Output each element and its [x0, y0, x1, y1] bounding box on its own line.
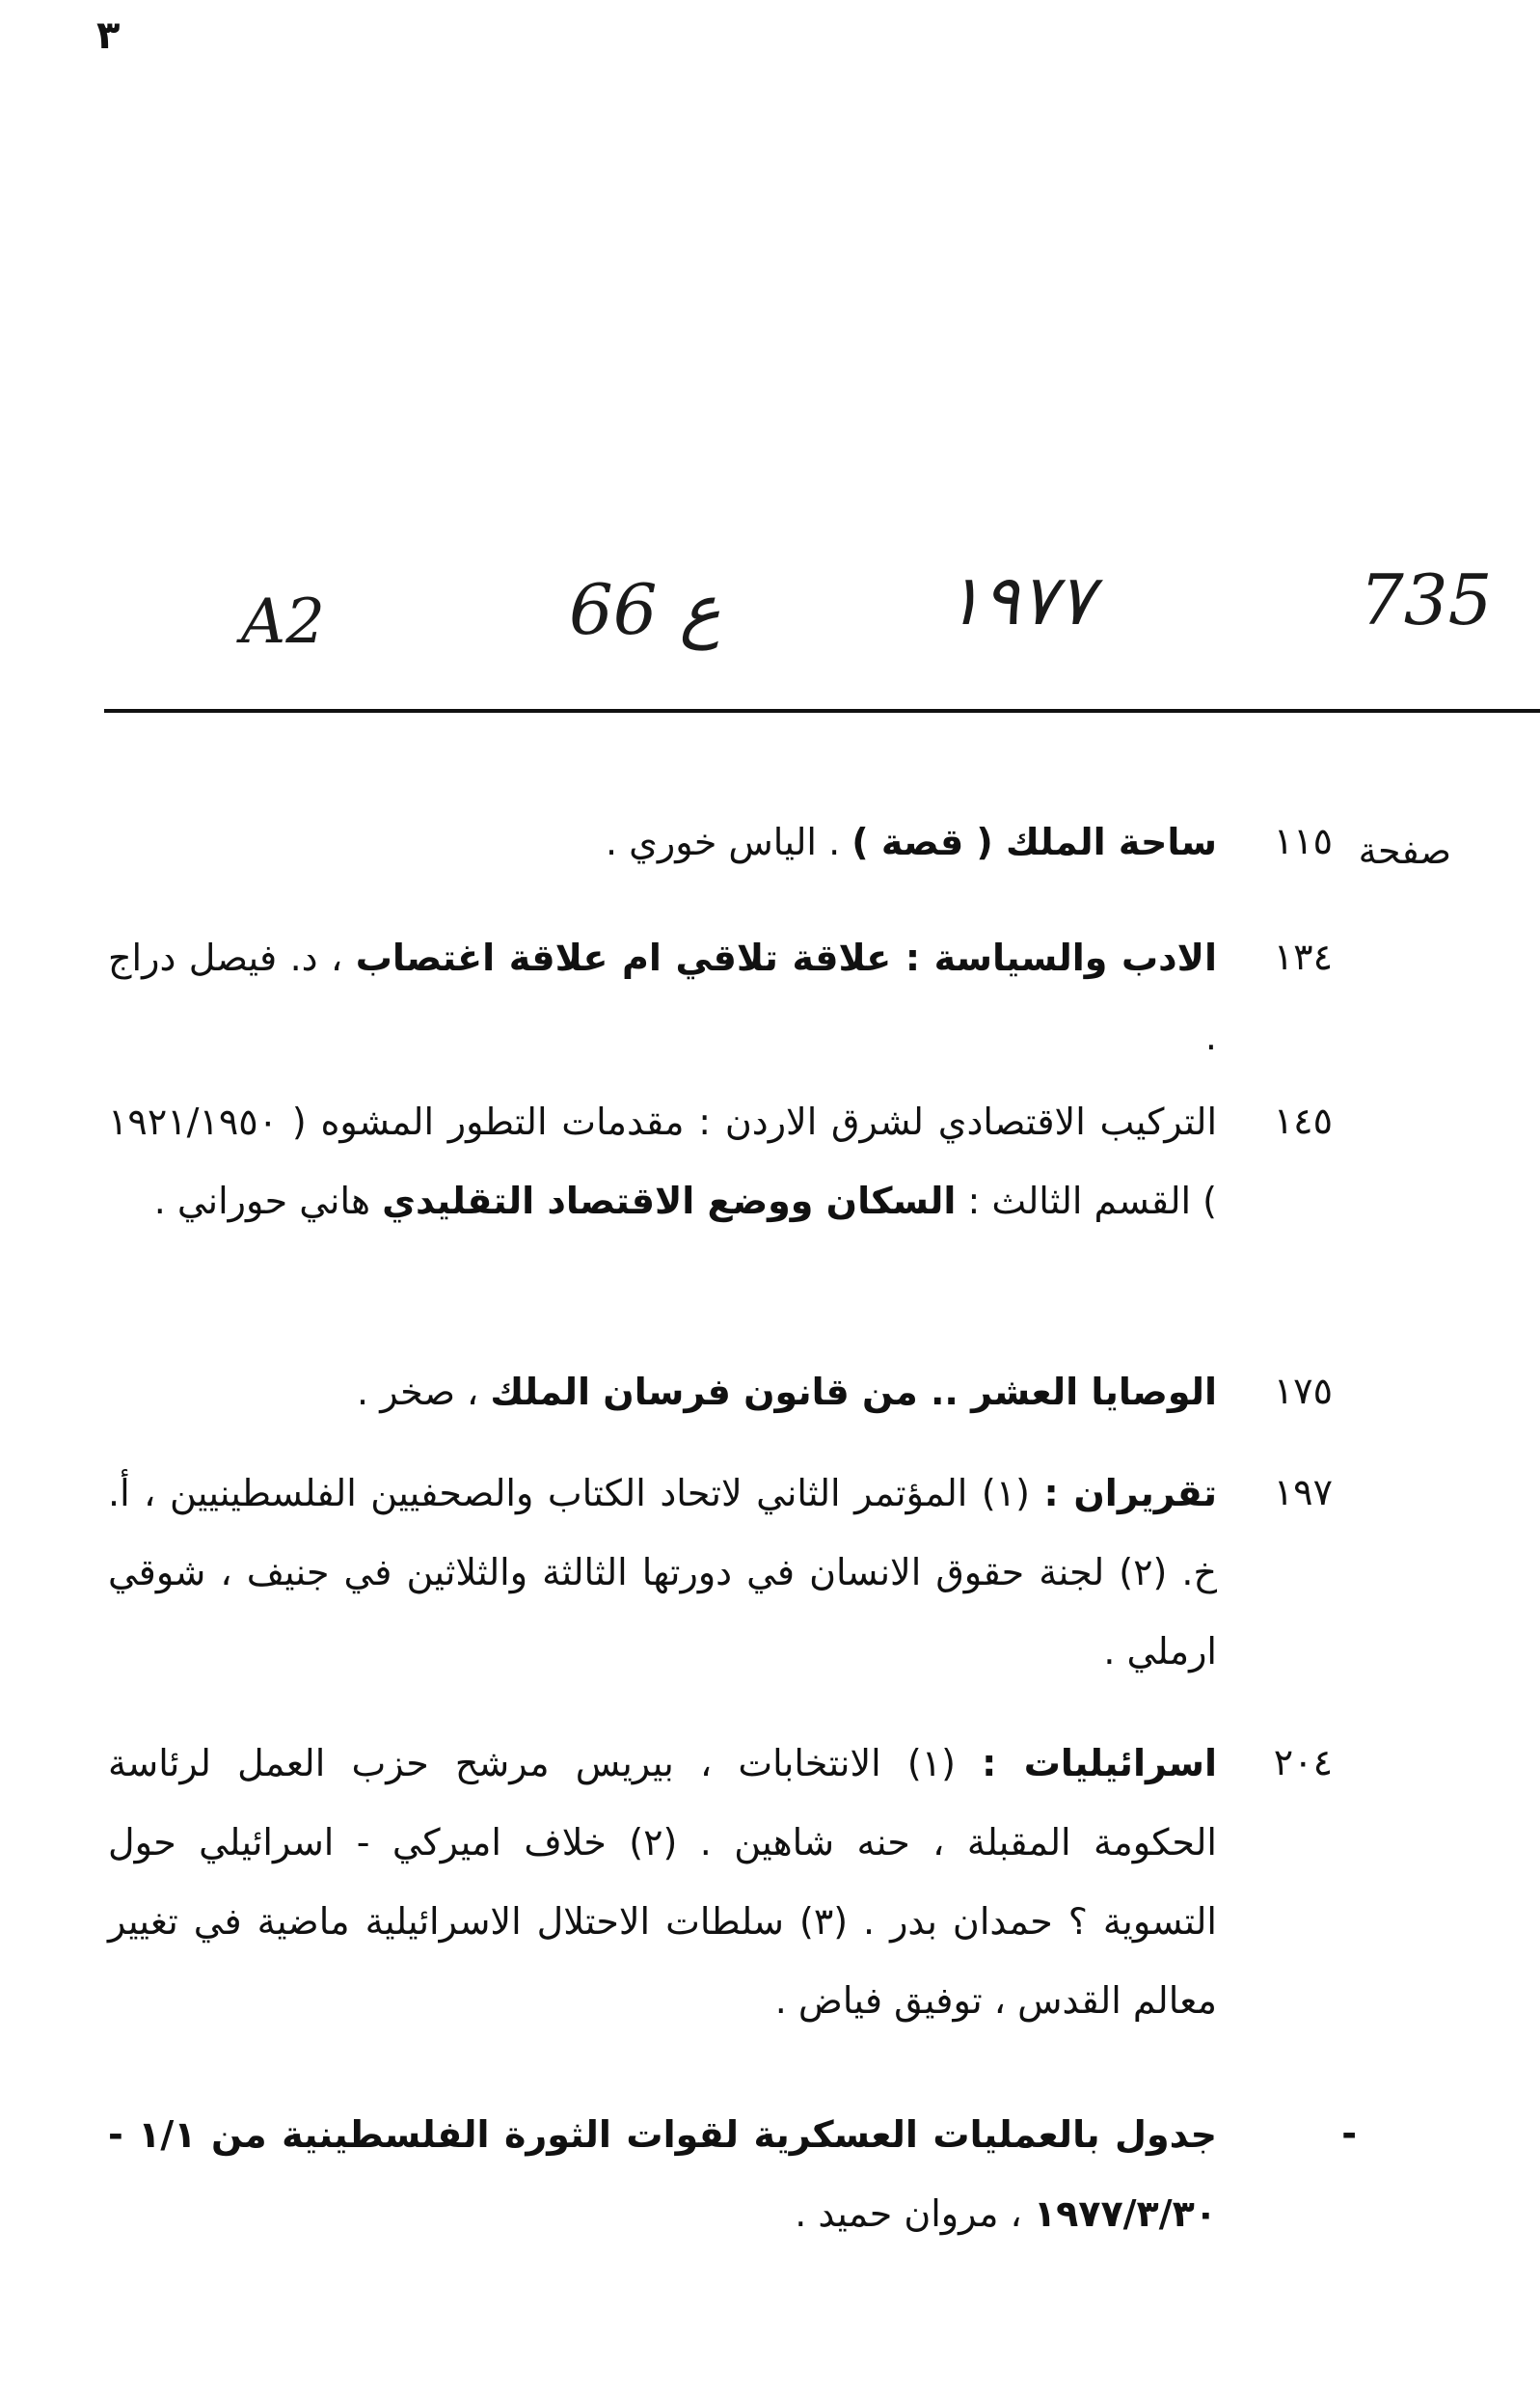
entry-author: ، د. فيصل دراج . [108, 937, 1217, 1058]
entry-page-number: ١٣٤ [1273, 936, 1333, 978]
entry-text [108, 1454, 1217, 1691]
entry-author: . الياس خوري . [605, 821, 852, 863]
annotation-code: A2 [241, 586, 325, 658]
entry-title: جدول بالعمليات العسكرية لقوات الثورة الفلسطينية من ١/١ - ١٩٧٧/٣/٣٠ [108, 2113, 1217, 2235]
entry-title: تقريران : [1043, 1472, 1217, 1514]
entry-details: (١) الانتخابات ، بيريس مرشح حزب العمل لرئاسة الحكومة المقبلة ، حنه شاهين . (٢) خلاف اميركي - اسرائيلي حول التسوية ؟ حمدان بدر . (٣) سلطات الاحتلال الاسرائيلية ماضية في تغيير معالم القدس ، توفيق فياض . [108, 1742, 1217, 2022]
annotation-number: 66 ع [569, 569, 721, 650]
handwritten-annotations [0, 559, 1540, 675]
entry-title: الادب والسياسة : علاقة تلاقي ام علاقة اغتصاب [355, 937, 1217, 979]
entry-title: اسرائيليات : [982, 1742, 1218, 1784]
entry-page-number: ١٤٥ [1273, 1100, 1333, 1142]
entry-page-number: ١٧٥ [1273, 1370, 1333, 1412]
entry-title: الوصايا العشر .. من قانون فرسان الملك [490, 1371, 1217, 1413]
entry-author: هاني حوراني . [153, 1180, 383, 1222]
entry-page-number: ١٩٧ [1273, 1471, 1333, 1513]
entry-text [108, 803, 1217, 882]
entry-text [108, 1352, 1217, 1431]
entry-title: ساحة الملك ( قصة ) [851, 821, 1217, 863]
toc-header: صفحة [1358, 830, 1451, 872]
entry-text [108, 2095, 1217, 2253]
entry-author: ، مروان حميد . [795, 2192, 1034, 2235]
entry-description: التركيب الاقتصادي لشرق الاردن : مقدمات التطور المشوه ( ١٩٢١/١٩٥٠ ) القسم الثالث : [108, 1101, 1217, 1222]
entry-text [108, 918, 1217, 1076]
annotation-issue: 735 [1360, 559, 1493, 640]
entry-text [108, 1724, 1217, 2040]
header-divider [104, 709, 1540, 713]
entry-dash-marker: - [1341, 2112, 1357, 2155]
annotation-year: ١٩٧٧ [945, 559, 1094, 640]
page-number: ٣ [96, 14, 121, 58]
entry-details: (١) المؤتمر الثاني لاتحاد الكتاب والصحفيين الفلسطينيين ، أ. خ. (٢) لجنة حقوق الانسان في دورتها الثالثة والثلاثين في جنيف ، شوقي ارملي . [108, 1472, 1218, 1673]
entry-page-number: ٢٠٤ [1273, 1741, 1333, 1783]
entry-text [108, 1082, 1217, 1240]
entry-title: السكان ووضع الاقتصاد التقليدي [382, 1180, 957, 1222]
entry-page-number: ١١٥ [1273, 820, 1333, 862]
entry-author: ، صخر . [357, 1371, 491, 1413]
